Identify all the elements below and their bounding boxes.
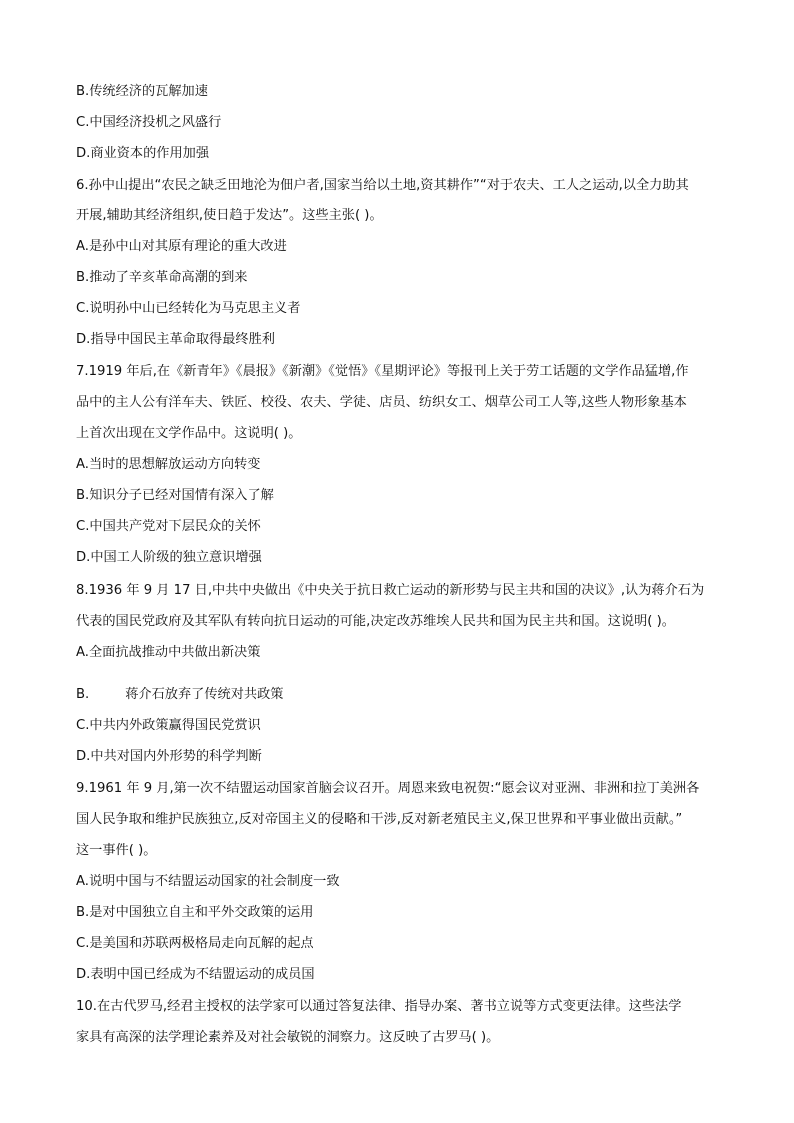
q9-option-d: D.表明中国已经成为不结盟运动的成员国 <box>76 967 315 982</box>
q9-stem-line-2: 国人民争取和维护民族独立,反对帝国主义的侵略和干涉,反对新老殖民主义,保卫世界和平事业做出贡献。” <box>76 812 683 827</box>
q5-option-c: C.中国经济投机之风盛行 <box>76 115 222 130</box>
q8-option-d: D.中共对国内外形势的科学判断 <box>76 749 262 764</box>
q8-option-b-text: 蒋介石放弃了传统对共政策 <box>125 687 284 702</box>
q7-option-c: C.中国共产党对下层民众的关怀 <box>76 519 261 534</box>
q8-option-b <box>76 687 284 703</box>
q9-option-c: C.是美国和苏联两极格局走向瓦解的起点 <box>76 936 314 951</box>
q5-option-d: D.商业资本的作用加强 <box>76 146 210 161</box>
q6-stem-line-2: 开展,辅助其经济组织,使日趋于发达”。这些主张( )。 <box>76 208 383 223</box>
q6-option-c: C.说明孙中山已经转化为马克思主义者 <box>76 301 301 316</box>
q5-option-b: B.传统经济的瓦解加速 <box>76 84 208 99</box>
q6-option-d: D.指导中国民主革命取得最终胜利 <box>76 332 275 347</box>
q7-option-d: D.中国工人阶级的独立意识增强 <box>76 550 262 565</box>
q6-option-a: A.是孙中山对其原有理论的重大改进 <box>76 239 287 254</box>
q10-stem-line-2: 家具有高深的法学理论素养及对社会敏锐的洞察力。这反映了古罗马( )。 <box>76 1030 500 1045</box>
q7-stem-line-2: 品中的主人公有洋车夫、铁匠、校役、农夫、学徒、店员、纺织女工、烟草公司工人等,这些人物形象基本 <box>76 395 687 410</box>
q8-option-b-letter: B. <box>76 687 90 702</box>
q7-option-a: A.当时的思想解放运动方向转变 <box>76 457 261 472</box>
q8-stem-line-1: 8.1936 年 9 月 17 日,中共中央做出《中央关于抗日救亡运动的新形势与民主共和国的决议》,认为蒋介石为 <box>76 583 705 598</box>
q9-option-a: A.说明中国与不结盟运动国家的社会制度一致 <box>76 874 340 889</box>
q8-stem-line-2: 代表的国民党政府及其军队有转向抗日运动的可能,决定改苏维埃人民共和国为民主共和国。这说明( )。 <box>76 614 675 629</box>
q8-option-c: C.中共内外政策赢得国民党赏识 <box>76 718 261 733</box>
q10-stem-line-1: 10.在古代罗马,经君主授权的法学家可以通过答复法律、指导办案、著书立说等方式变更法律。这些法学 <box>76 999 682 1014</box>
q9-stem-line-1: 9.1961 年 9 月,第一次不结盟运动国家首脑会议召开。周恩来致电祝贺:“愿会议对亚洲、非洲和拉丁美洲各 <box>76 781 700 796</box>
q7-stem-line-3: 上首次出现在文学作品中。这说明( )。 <box>76 426 302 441</box>
q6-stem-line-1: 6.孙中山提出“农民之缺乏田地沦为佃户者,国家当给以土地,资其耕作”“对于农夫、工人之运动,以全力助其 <box>76 178 689 193</box>
q8-option-a: A.全面抗战推动中共做出新决策 <box>76 645 261 660</box>
q6-option-b: B.推动了辛亥革命高潮的到来 <box>76 270 248 285</box>
q9-option-b: B.是对中国独立自主和平外交政策的运用 <box>76 905 314 920</box>
q9-stem-line-3: 这一事件( )。 <box>76 843 157 858</box>
q7-option-b: B.知识分子已经对国情有深入了解 <box>76 488 274 503</box>
q7-stem-line-1: 7.1919 年后,在《新青年》《晨报》《新潮》《觉悟》《星期评论》等报刊上关于劳工话题的文学作品猛增,作 <box>76 364 689 379</box>
